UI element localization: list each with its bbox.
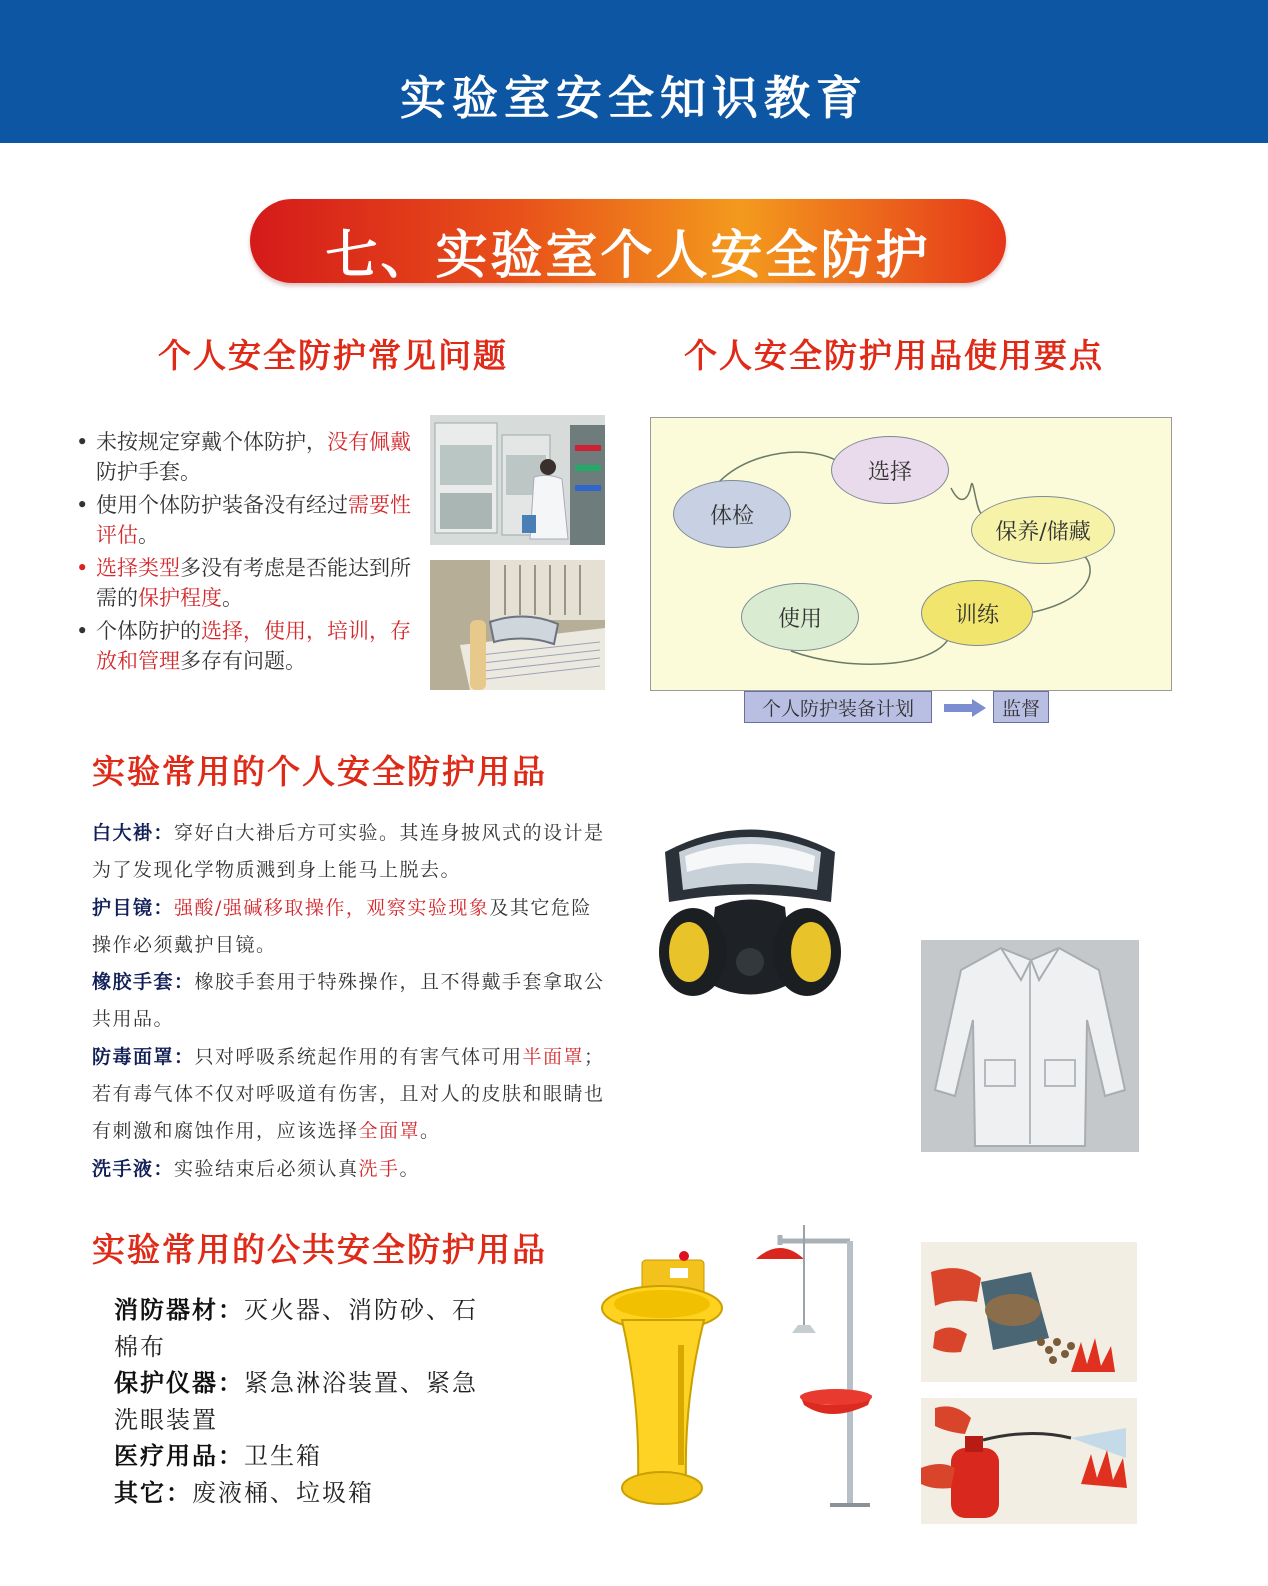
public-item-protect [114, 1365, 494, 1438]
ppe-cycle-diagram [650, 417, 1172, 691]
item-label: 保护仪器： [114, 1368, 244, 1397]
supervise-box: 监督 [993, 691, 1049, 723]
problems-heading: 个人安全防护常见问题 [158, 336, 508, 375]
cycle-node-xuanze: 选择 [831, 436, 949, 504]
arrow-right-icon [944, 699, 986, 717]
lab-coat-image [921, 940, 1139, 1152]
bullet-text: 。 [138, 523, 159, 547]
item-text: 。 [399, 1157, 421, 1180]
bullet-text: 防护手套。 [96, 460, 201, 484]
item-text: 实验结束后必须认真 [174, 1157, 359, 1180]
ppe-item-gloves [92, 964, 612, 1039]
ppe-list [92, 815, 612, 1188]
eyewash-station-image [600, 1250, 738, 1512]
bullet-highlight: 选择类型 [96, 556, 180, 580]
fire-extinguisher-illustration [921, 1398, 1137, 1524]
page-title: 实验室安全知识教育 [400, 71, 868, 125]
problems-list [72, 427, 412, 679]
bullet-highlight: 选择，使用，培训，存放和管理 [96, 619, 411, 673]
item-text: 紧急淋浴装置、紧急洗眼装置 [114, 1369, 478, 1434]
public-list [114, 1292, 494, 1511]
bullet-highlight: 没有佩戴 [327, 430, 411, 454]
item-text: 只对呼吸系统起作用的有害气体可用 [194, 1045, 523, 1068]
lab-fumehood-photo [430, 415, 605, 545]
item-text: 卫生箱 [244, 1442, 322, 1470]
header-bar [0, 0, 1268, 143]
bullet-text: 个体防护的 [96, 619, 201, 643]
ppe-item-labcoat [92, 815, 612, 890]
item-label: 橡胶手套： [92, 971, 195, 994]
bullet-text: 多没有考虑是否能达到所需的 [96, 556, 411, 610]
item-label: 消防器材： [114, 1295, 244, 1324]
item-label: 护目镜： [92, 896, 175, 919]
ppe-item-goggles [92, 890, 612, 965]
fire-sand-illustration [921, 1242, 1137, 1382]
item-highlight: 半面罩 [522, 1045, 585, 1068]
list-item [72, 427, 412, 487]
public-heading: 实验常用的公共安全防护用品 [92, 1230, 547, 1269]
bullet-highlight: 保护程度 [138, 586, 222, 610]
cycle-node-xunlian: 训练 [921, 580, 1033, 646]
item-text: 灭火器、消防砂、石棉布 [114, 1296, 478, 1361]
item-text: 及其它危险操作必须戴护目镜。 [92, 896, 592, 956]
item-highlight: 全面罩 [358, 1120, 421, 1143]
cycle-node-shiyong: 使用 [741, 583, 859, 651]
public-item-other [114, 1475, 494, 1512]
item-highlight: 强酸/强碱移取操作，观察实验现象 [174, 896, 490, 919]
public-item-fire [114, 1292, 494, 1365]
ppe-plan-box: 个人防护装备计划 [744, 691, 932, 723]
item-label: 洗手液： [92, 1157, 175, 1180]
cycle-node-baoyang: 保养/储藏 [971, 496, 1115, 564]
item-highlight: 洗手 [358, 1157, 400, 1180]
list-item [72, 553, 412, 613]
gas-mask-image [655, 812, 845, 1012]
cycle-node-tijian: 体检 [673, 480, 791, 548]
item-label: 白大褂： [92, 822, 175, 844]
item-label: 其它： [114, 1477, 192, 1507]
bullet-text: 多存有问题。 [180, 649, 306, 673]
item-text: ；若有毒气体不仅对呼吸道有伤害，且对人的皮肤和眼睛也有刺激和腐蚀作用，应该选择 [92, 1045, 605, 1143]
usage-heading: 个人安全防护用品使用要点 [684, 336, 1104, 375]
bullet-highlight: 需要性评估 [96, 493, 411, 547]
list-item [72, 616, 412, 676]
item-text: 废液桶、垃圾箱 [192, 1478, 374, 1507]
item-label: 医疗用品： [114, 1441, 244, 1470]
list-item [72, 490, 412, 550]
item-text: 。 [420, 1120, 441, 1143]
section-title-banner [250, 199, 1006, 286]
section-title: 七、实验室个人安全防护 [325, 226, 931, 286]
bullet-text: 。 [222, 586, 243, 610]
emergency-shower-image [750, 1215, 880, 1515]
lab-goggles-photo [430, 560, 605, 690]
item-text: 橡胶手套用于特殊操作，且不得戴手套拿取公共用品。 [92, 971, 605, 1031]
bullet-text: 使用个体防护装备没有经过 [96, 493, 348, 517]
item-label: 防毒面罩： [92, 1045, 195, 1068]
item-text: 穿好白大褂后方可实验。其连身披风式的设计是为了发现化学物质溅到身上能马上脱去。 [92, 822, 605, 882]
ppe-item-handwash [92, 1151, 612, 1188]
bullet-text: 未按规定穿戴个体防护， [96, 430, 327, 454]
ppe-item-gasmask [92, 1039, 612, 1151]
public-item-medical [114, 1438, 494, 1475]
ppe-heading: 实验常用的个人安全防护用品 [92, 752, 547, 791]
